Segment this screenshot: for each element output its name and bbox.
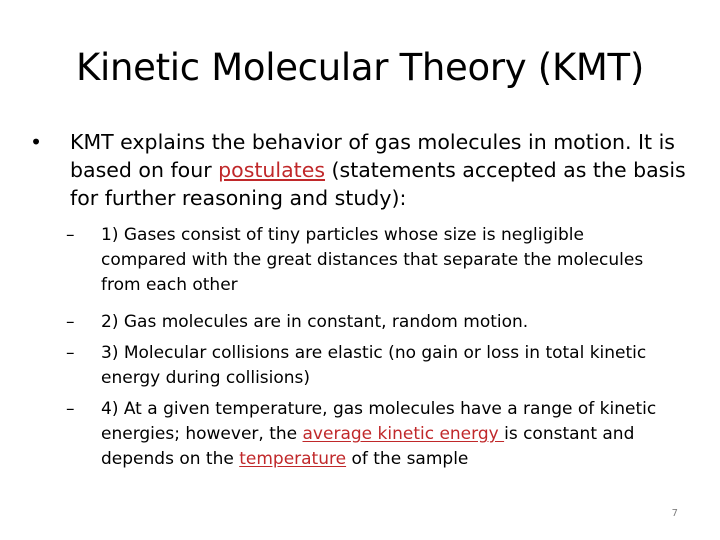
bullet-text-part: KMT explains the behavior of gas molecules in motion. It is based on four bbox=[70, 130, 675, 182]
postulate-text: 2) Gas molecules are in constant, random motion. bbox=[101, 312, 529, 332]
average-kinetic-energy-term: average kinetic energy bbox=[302, 424, 505, 444]
postulate-item bbox=[66, 341, 666, 391]
postulate-text-part: 4) At a given temperature, gas molecules have a range of kinetic energies; however, the bbox=[101, 399, 657, 444]
slide-title: Kinetic Molecular Theory (KMT) bbox=[76, 46, 644, 89]
postulate-text-part: of the sample bbox=[346, 449, 469, 469]
postulate-text-part: is constant and depends on the bbox=[101, 424, 635, 469]
sub-bullet-marker: – bbox=[66, 225, 75, 245]
main-bullet bbox=[30, 128, 690, 212]
sub-bullet-marker: – bbox=[66, 312, 75, 332]
sub-bullet-marker: – bbox=[66, 343, 75, 363]
postulate-text: 1) Gases consist of tiny particles whose size is negligible compared with the great distances that separate the molecules from each other bbox=[101, 225, 644, 295]
page-number: 7 bbox=[671, 508, 678, 519]
bullet-marker: • bbox=[30, 130, 43, 154]
postulate-item bbox=[66, 397, 666, 472]
bullet-text-part: (statements accepted as the basis for further reasoning and study): bbox=[70, 158, 686, 210]
temperature-term: temperature bbox=[239, 449, 347, 469]
postulate-text: 3) Molecular collisions are elastic (no gain or loss in total kinetic energy during collisions) bbox=[101, 343, 647, 388]
postulates-term: postulates bbox=[218, 158, 326, 182]
postulate-item bbox=[66, 223, 666, 298]
postulate-text bbox=[101, 397, 666, 472]
bullet-text bbox=[70, 128, 690, 212]
postulate-item bbox=[66, 310, 666, 335]
sub-bullet-marker: – bbox=[66, 399, 75, 419]
